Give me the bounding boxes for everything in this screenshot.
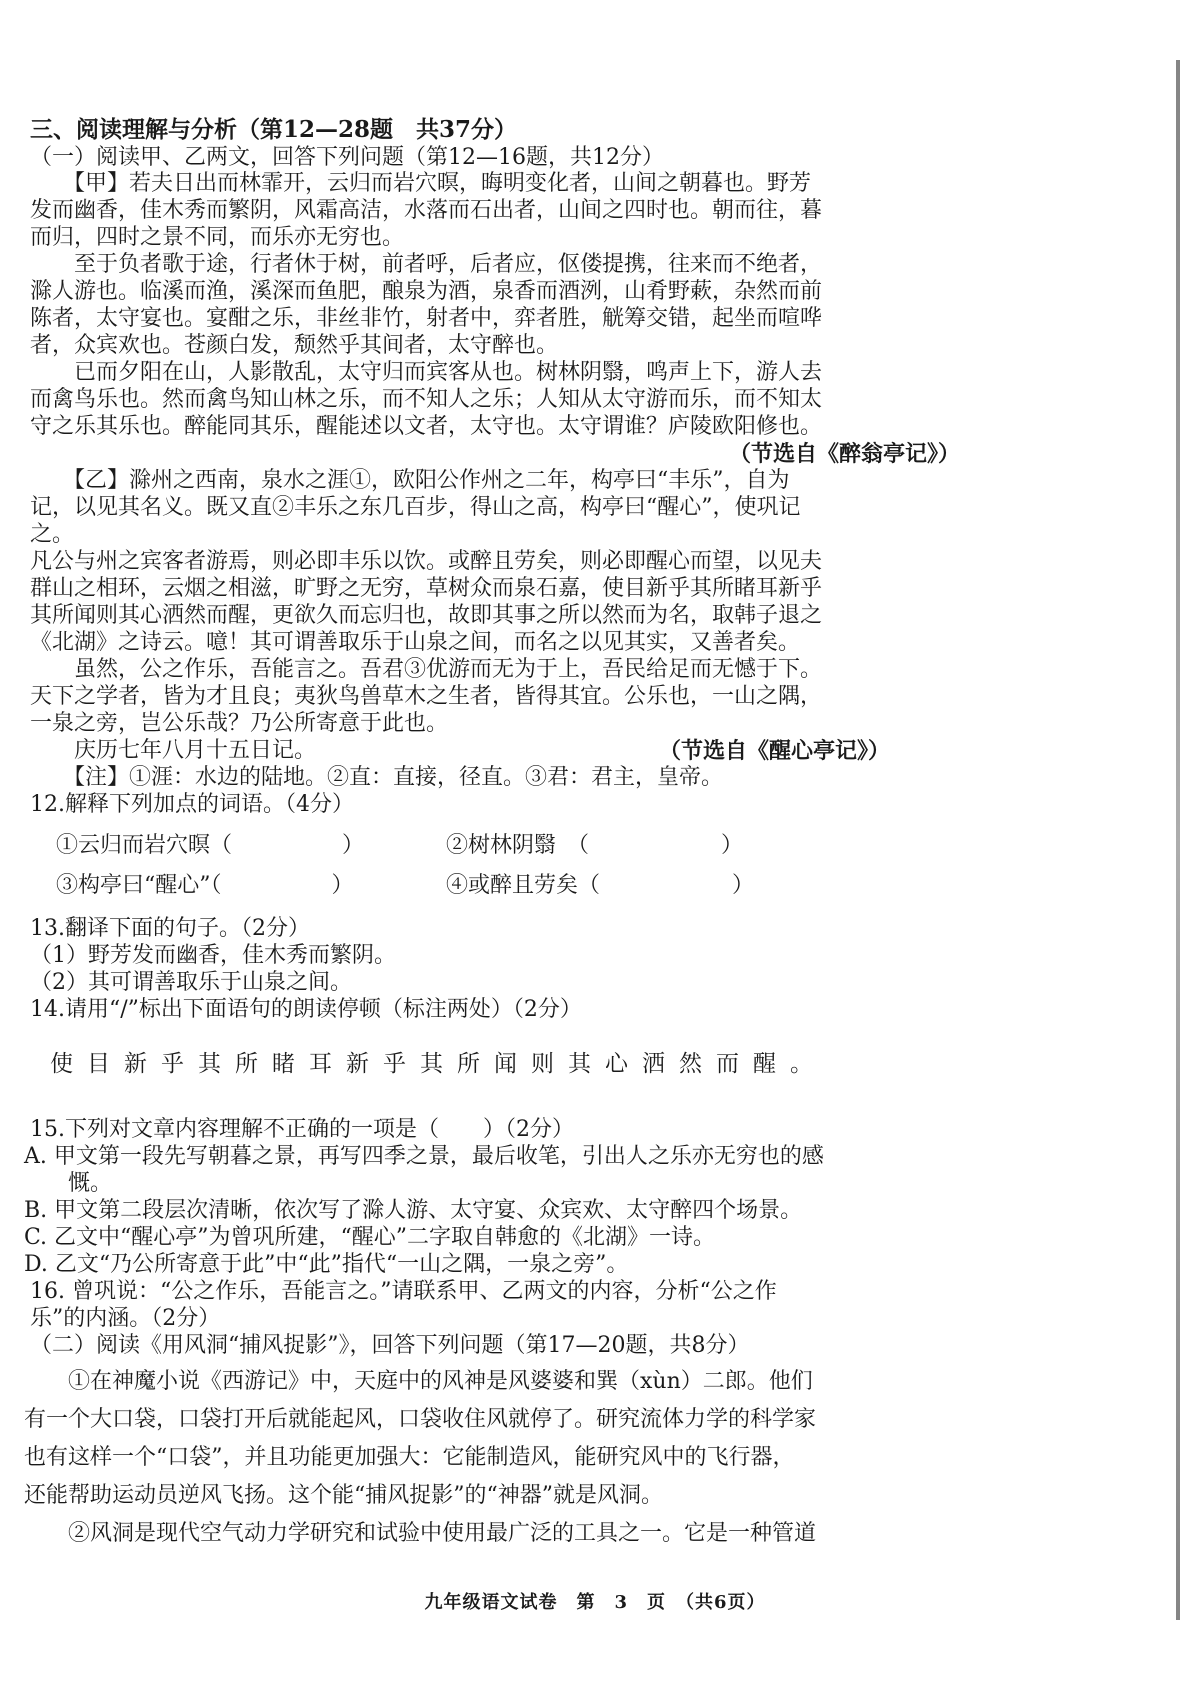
jia-line: 滁人游也。临溪而渔，溪深而鱼肥，酿泉为酒，泉香而酒洌，山肴野蔌，杂然而前	[30, 279, 823, 304]
yi-line: 一泉之旁，岂公乐哉？乃公所寄意于此也。	[30, 711, 449, 736]
yi-line: 群山之相环，云烟之相滋，旷野之无穷，草树众而泉石嘉，使目新乎其所睹耳新乎	[30, 576, 823, 601]
jia-line: 【甲】若夫日出而林霏开，云归而岩穴暝，晦明变化者，山间之朝暮也。野芳	[30, 171, 812, 196]
yi-line: 其所闻则其心洒然而醒，更欲久而忘归也，故即其事之所以然而为名，取韩子退之	[30, 603, 823, 628]
part2-line: 还能帮助运动员逆风飞扬。这个能“捕风捉影”的“神器”就是风洞。	[24, 1483, 663, 1508]
q12-stem: 12.解释下列加点的词语。（4分）	[30, 792, 354, 817]
q12-row	[56, 832, 836, 860]
q12-item[interactable]: ②树林阴翳 （ ）	[446, 833, 744, 858]
page-footer: 九年级语文试卷 第 3 页 （共6页）	[424, 1592, 766, 1613]
part2-line: 也有这样一个“口袋”，并且功能更加强大：它能制造风，能研究风中的飞行器，	[24, 1445, 795, 1470]
part2-line: 有一个大口袋，口袋打开后就能起风，口袋收住风就停了。研究流体力学的科学家	[24, 1407, 817, 1432]
yi-line: 【乙】滁州之西南，泉水之涯①，欧阳公作州之二年，构亭曰“丰乐”，自为	[30, 468, 790, 493]
q12-item[interactable]: ①云归而岩穴暝（ ）	[56, 833, 365, 858]
part2-line: ②风洞是现代空气动力学研究和试验中使用最广泛的工具之一。它是一种管道	[24, 1521, 817, 1546]
jia-line: 而禽鸟乐也。然而禽鸟知山林之乐，而不知人之乐；人知从太守游而乐，而不知太	[30, 387, 823, 412]
q13-stem: 13.翻译下面的句子。（2分）	[30, 916, 310, 941]
jia-line: 守之乐其乐也。醉能同其乐，醒能述以文者，太守也。太守谓谁？庐陵欧阳修也。	[30, 414, 823, 439]
q12-row	[56, 872, 836, 900]
yi-line: 虽然，公之作乐，吾能言之。吾君③优游而无为于上，吾民给足而无憾于下。	[30, 657, 823, 682]
q12-item[interactable]: ④或醉且劳矣（ ）	[446, 873, 755, 898]
yi-line: 《北湖》之诗云。噫！其可谓善取乐于山泉之间，而名之以见其实，又善者矣。	[30, 630, 801, 655]
jia-line: 者，众宾欢也。苍颜白发，颓然乎其间者，太守醉也。	[30, 333, 559, 358]
part2-heading: （二）阅读《用风洞“捕风捉影”》，回答下列问题（第17—20题，共8分）	[30, 1333, 750, 1358]
jia-source: （节选自《醉翁亭记》）	[728, 441, 960, 467]
scan-edge	[1176, 60, 1180, 1620]
q15-option: 慨。	[24, 1171, 113, 1196]
q14-stem: 14.请用“/”标出下面语句的朗读停顿（标注两处）（2分）	[30, 997, 582, 1022]
q15-stem: 15.下列对文章内容理解不正确的一项是（ ）（2分）	[30, 1117, 574, 1142]
q15-option: C. 乙文中“醒心亭”为曾巩所建，“醒心”二字取自韩愈的《北湖》一诗。	[24, 1225, 716, 1250]
jia-line: 而归，四时之景不同，而乐亦无穷也。	[30, 225, 405, 250]
q15-option: B. 甲文第二段层次清晰，依次写了滁人游、太守宴、众宾欢、太守醉四个场景。	[24, 1198, 803, 1223]
yi-line: 之。	[30, 522, 75, 547]
jia-line: 发而幽香，佳木秀而繁阴，风霜高洁，水落而石出者，山间之四时也。朝而往，暮	[30, 198, 823, 223]
q13-item: （2）其可谓善取乐于山泉之间。	[30, 970, 352, 995]
q12-item[interactable]: ③构亭曰“醒心”（ ）	[56, 873, 354, 898]
yi-date: 庆历七年八月十五日记。	[30, 738, 317, 763]
notes: 【注】①涯：水边的陆地。②直：直接，径直。③君：君主，皇帝。	[30, 765, 724, 790]
q15-option: D. 乙文“乃公所寄意于此”中“此”指代“一山之隅，一泉之旁”。	[24, 1252, 629, 1277]
q15-option: A. 甲文第一段先写朝暮之景，再写四季之景，最后收笔，引出人之乐亦无穷也的感	[24, 1144, 824, 1169]
yi-line: 凡公与州之宾客者游焉，则必即丰乐以饮。或醉且劳矣，则必即醒心而望，以见夫	[30, 549, 823, 574]
part2-line: ①在神魔小说《西游记》中，天庭中的风神是风婆婆和巽（xùn）二郎。他们	[24, 1369, 813, 1394]
q13-item: （1）野芳发而幽香，佳木秀而繁阴。	[30, 943, 396, 968]
q16-line: 16. 曾巩说：“公之作乐，吾能言之。”请联系甲、乙两文的内容，分析“公之作	[30, 1279, 777, 1304]
jia-line: 至于负者歌于途，行者休于树，前者呼，后者应，伛偻提携，往来而不绝者，	[30, 252, 823, 277]
yi-line: 天下之学者，皆为才且良；夷狄鸟兽草木之生者，皆得其宜。公乐也，一山之隅，	[30, 684, 823, 709]
jia-line: 陈者，太守宴也。宴酣之乐，非丝非竹，射者中，弈者胜，觥筹交错，起坐而喧哗	[30, 306, 823, 331]
section-title: 三、阅读理解与分析（第12—28题 共37分）	[30, 116, 518, 143]
q16-line: 乐”的内涵。（2分）	[30, 1306, 221, 1331]
yi-source: （节选自《醒心亭记》）	[658, 738, 890, 764]
yi-line: 记，以见其名义。既又直②丰乐之东几百步，得山之高，构亭曰“醒心”，使巩记	[30, 495, 801, 520]
jia-line: 已而夕阳在山，人影散乱，太守归而宾客从也。树林阴翳，鸣声上下，游人去	[30, 360, 823, 385]
q14-sentence[interactable]: 使目新乎其所睹耳新乎其所闻则其心洒然而醒。	[50, 1051, 827, 1077]
part1-heading: （一）阅读甲、乙两文，回答下列问题（第12—16题，共12分）	[30, 145, 664, 170]
